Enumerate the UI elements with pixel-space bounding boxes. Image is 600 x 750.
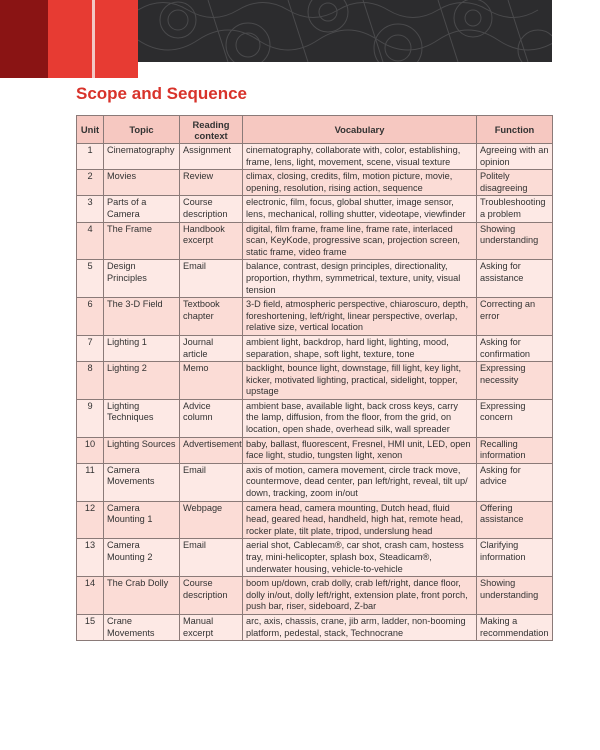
table-row bbox=[77, 501, 553, 539]
unit-cell: 4 bbox=[77, 222, 104, 260]
table-row bbox=[77, 335, 553, 361]
topic-cell: Camera Movements bbox=[104, 463, 180, 501]
function-cell: Recalling information bbox=[477, 437, 553, 463]
vocabulary-cell: balance, contrast, design principles, directionality, proportion, rhythm, symmetrical, texture, unity, visual tension bbox=[243, 260, 477, 298]
header-function: Function bbox=[477, 116, 553, 144]
reading-context-cell: Webpage bbox=[180, 501, 243, 539]
reading-context-cell: Journal article bbox=[180, 335, 243, 361]
function-cell: Expressing concern bbox=[477, 399, 553, 437]
function-cell: Asking for confirmation bbox=[477, 335, 553, 361]
unit-cell: 1 bbox=[77, 144, 104, 170]
vocabulary-cell: boom up/down, crab dolly, crab left/right, dance floor, dolly in/out, dolly left/right, extension plate, front porch, push bar, riser, sideboard, Z-bar bbox=[243, 577, 477, 615]
reading-context-cell: Course description bbox=[180, 196, 243, 222]
header-reading-context: Reading context bbox=[180, 116, 243, 144]
table-row bbox=[77, 437, 553, 463]
reading-context-cell: Advertisement bbox=[180, 437, 243, 463]
vocabulary-cell: electronic, film, focus, global shutter, image sensor, lens, mechanical, rolling shutter, videotape, viewfinder bbox=[243, 196, 477, 222]
function-cell: Showing understanding bbox=[477, 222, 553, 260]
header-vocabulary: Vocabulary bbox=[243, 116, 477, 144]
function-cell: Showing understanding bbox=[477, 577, 553, 615]
table-row bbox=[77, 170, 553, 196]
page-heading: Scope and Sequence bbox=[76, 84, 247, 103]
unit-cell: 15 bbox=[77, 614, 104, 640]
banner-margin bbox=[552, 0, 600, 78]
unit-cell: 13 bbox=[77, 539, 104, 577]
scope-table bbox=[76, 115, 553, 641]
topic-cell: Lighting Techniques bbox=[104, 399, 180, 437]
unit-cell: 9 bbox=[77, 399, 104, 437]
vocabulary-cell: arc, axis, chassis, crane, jib arm, ladder, non-booming platform, pedestal, stack, Technocrane bbox=[243, 614, 477, 640]
vocabulary-cell: ambient light, backdrop, hard light, lighting, mood, separation, shape, soft light, texture, tone bbox=[243, 335, 477, 361]
vocabulary-cell: aerial shot, Cablecam®, car shot, crash cam, hostess tray, mini-helicopter, splash box, Steadicam®, underwater housing, vehicle-to-vehicle bbox=[243, 539, 477, 577]
reading-context-cell: Advice column bbox=[180, 399, 243, 437]
function-cell: Offering assistance bbox=[477, 501, 553, 539]
reading-context-cell: Assignment bbox=[180, 144, 243, 170]
topic-cell: Cinematography bbox=[104, 144, 180, 170]
topic-cell: Crane Movements bbox=[104, 614, 180, 640]
unit-cell: 12 bbox=[77, 501, 104, 539]
reading-context-cell: Manual excerpt bbox=[180, 614, 243, 640]
table-row bbox=[77, 399, 553, 437]
unit-cell: 7 bbox=[77, 335, 104, 361]
table-row bbox=[77, 196, 553, 222]
header-banner bbox=[0, 0, 600, 78]
vocabulary-cell: cinematography, collaborate with, color, establishing, frame, lens, light, movement, scene, visual texture bbox=[243, 144, 477, 170]
banner-pattern bbox=[138, 0, 552, 62]
table-row bbox=[77, 463, 553, 501]
table-row bbox=[77, 539, 553, 577]
topic-cell: The Crab Dolly bbox=[104, 577, 180, 615]
unit-cell: 3 bbox=[77, 196, 104, 222]
table-row bbox=[77, 577, 553, 615]
unit-cell: 5 bbox=[77, 260, 104, 298]
topic-cell: Lighting Sources bbox=[104, 437, 180, 463]
function-cell: Agreeing with an opinion bbox=[477, 144, 553, 170]
topic-cell: Design Principles bbox=[104, 260, 180, 298]
vocabulary-cell: axis of motion, camera movement, circle track move, countermove, dead center, pan left/right, reveal, tilt up/ down, tracking, zoom in/out bbox=[243, 463, 477, 501]
function-cell: Politely disagreeing bbox=[477, 170, 553, 196]
unit-cell: 8 bbox=[77, 362, 104, 400]
table-row bbox=[77, 614, 553, 640]
unit-cell: 11 bbox=[77, 463, 104, 501]
function-cell: Asking for assistance bbox=[477, 260, 553, 298]
reading-context-cell: Review bbox=[180, 170, 243, 196]
topic-cell: The 3-D Field bbox=[104, 298, 180, 336]
vocabulary-cell: baby, ballast, fluorescent, Fresnel, HMI unit, LED, open face light, studio, tungsten light, xenon bbox=[243, 437, 477, 463]
banner-stripe bbox=[92, 0, 95, 78]
vocabulary-cell: ambient base, available light, back cross keys, carry the lamp, diffusion, from the floor, from the grid, on location, open shade, overhead silk, wall spreader bbox=[243, 399, 477, 437]
unit-cell: 14 bbox=[77, 577, 104, 615]
table-row bbox=[77, 222, 553, 260]
table-header-row bbox=[77, 116, 553, 144]
vocabulary-cell: climax, closing, credits, film, motion picture, movie, opening, resolution, rising action, sequence bbox=[243, 170, 477, 196]
function-cell: Troubleshooting a problem bbox=[477, 196, 553, 222]
table-row bbox=[77, 298, 553, 336]
reading-context-cell: Textbook chapter bbox=[180, 298, 243, 336]
table-row bbox=[77, 144, 553, 170]
function-cell: Correcting an error bbox=[477, 298, 553, 336]
reading-context-cell: Memo bbox=[180, 362, 243, 400]
unit-cell: 10 bbox=[77, 437, 104, 463]
topic-cell: Camera Mounting 1 bbox=[104, 501, 180, 539]
topic-cell: Camera Mounting 2 bbox=[104, 539, 180, 577]
topic-cell: Movies bbox=[104, 170, 180, 196]
topic-cell: The Frame bbox=[104, 222, 180, 260]
reading-context-cell: Course description bbox=[180, 577, 243, 615]
topic-cell: Lighting 2 bbox=[104, 362, 180, 400]
header-topic: Topic bbox=[104, 116, 180, 144]
function-cell: Clarifying information bbox=[477, 539, 553, 577]
reading-context-cell: Handbook excerpt bbox=[180, 222, 243, 260]
topic-cell: Parts of a Camera bbox=[104, 196, 180, 222]
vocabulary-cell: 3-D field, atmospheric perspective, chiaroscuro, depth, foreshortening, left/right, linear perspective, overlap, relative size, vertical location bbox=[243, 298, 477, 336]
function-cell: Making a recommendation bbox=[477, 614, 553, 640]
table-row bbox=[77, 362, 553, 400]
function-cell: Asking for advice bbox=[477, 463, 553, 501]
ornament-pattern-icon bbox=[138, 0, 552, 62]
vocabulary-cell: backlight, bounce light, downstage, fill light, key light, kicker, motivated lighting, practical, sidelight, topper, upstage bbox=[243, 362, 477, 400]
table-row bbox=[77, 260, 553, 298]
unit-cell: 2 bbox=[77, 170, 104, 196]
reading-context-cell: Email bbox=[180, 463, 243, 501]
unit-cell: 6 bbox=[77, 298, 104, 336]
header-unit: Unit bbox=[77, 116, 104, 144]
topic-cell: Lighting 1 bbox=[104, 335, 180, 361]
reading-context-cell: Email bbox=[180, 539, 243, 577]
function-cell: Expressing necessity bbox=[477, 362, 553, 400]
vocabulary-cell: camera head, camera mounting, Dutch head, fluid head, geared head, handheld, high hat, remote head, rocker plate, tilt plate, tripod, underslung head bbox=[243, 501, 477, 539]
banner-dark-red-block bbox=[0, 0, 48, 78]
reading-context-cell: Email bbox=[180, 260, 243, 298]
vocabulary-cell: digital, film frame, frame line, frame rate, interlaced scan, KeyKode, progressive scan, projection screen, static frame, video frame bbox=[243, 222, 477, 260]
